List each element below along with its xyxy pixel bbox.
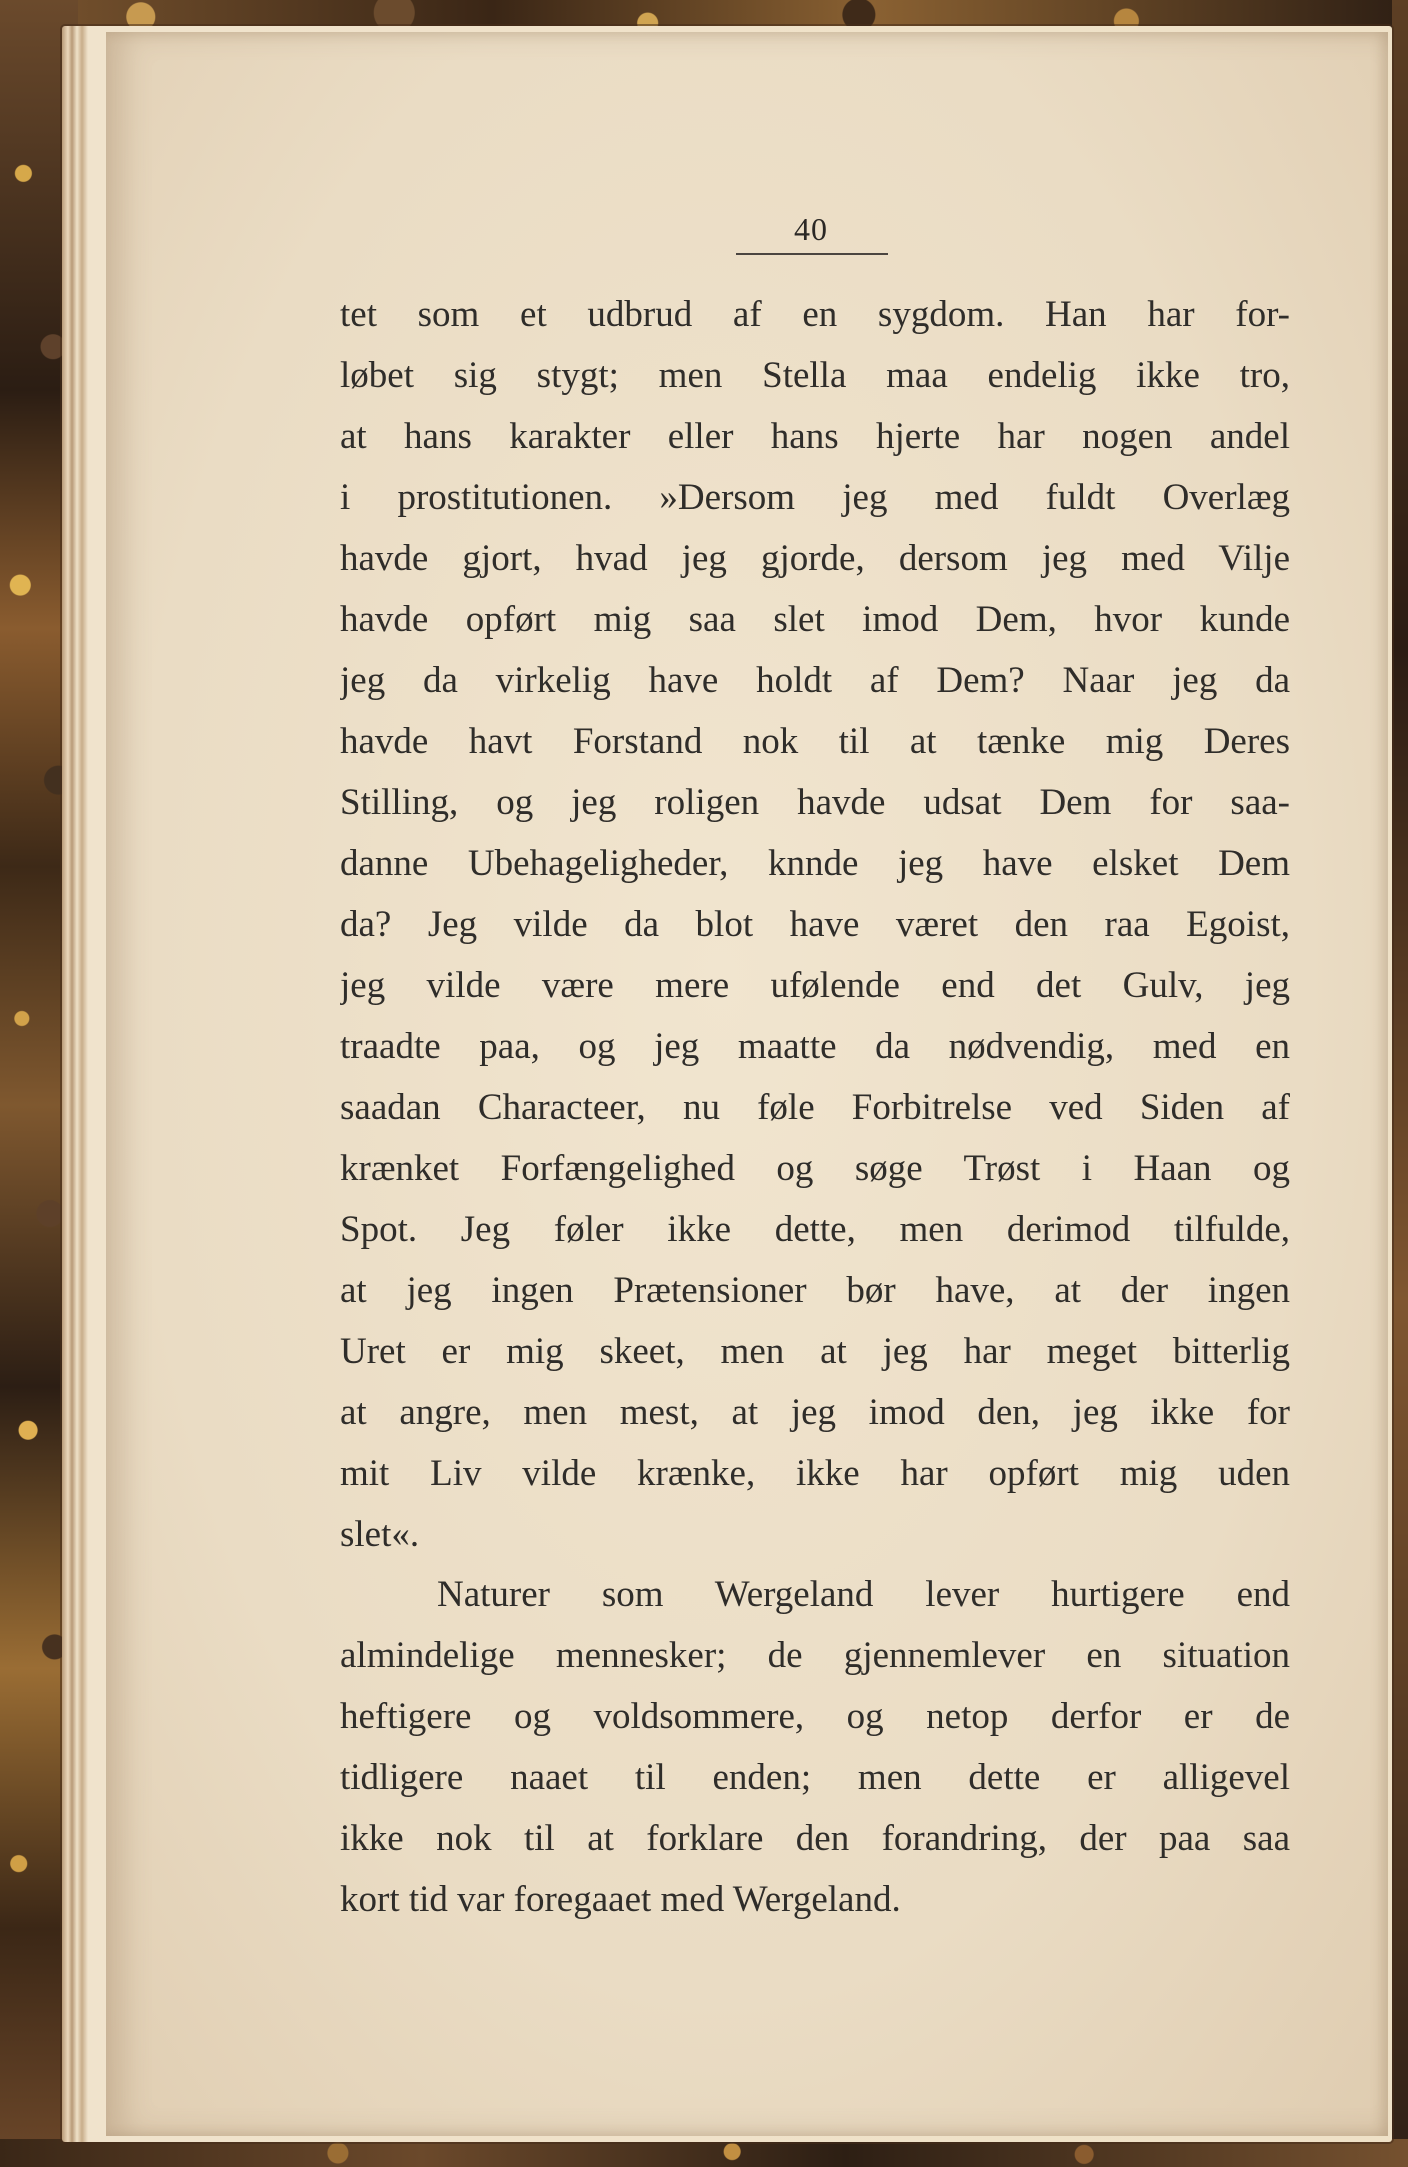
text-line-3: at hans karakter eller hans hjerte har nogen andel: [340, 416, 1290, 457]
text-line-6: havde opført mig saa slet imod Dem, hvor kunde: [340, 599, 1290, 640]
text-line-8: havde havt Forstand nok til at tænke mig Deres: [340, 721, 1290, 762]
text-line-26: ikke nok til at forklare den forandring, der paa saa: [340, 1818, 1290, 1859]
text-line-1: tet som et udbrud af en sygdom. Han har for-: [340, 294, 1290, 335]
text-line-13: traadte paa, og jeg maatte da nødvendig, med en: [340, 1026, 1290, 1067]
text-line-22: Naturer som Wergeland lever hurtigere end: [437, 1574, 1290, 1615]
text-line-10: danne Ubehageligheder, knnde jeg have elsket Dem: [340, 843, 1290, 884]
text-line-5: havde gjort, hvad jeg gjorde, dersom jeg med Vilje: [340, 538, 1290, 579]
text-line-27: kort tid var foregaaet med Wergeland.: [340, 1879, 901, 1920]
text-line-23: almindelige mennesker; de gjennemlever en situation: [340, 1635, 1290, 1676]
marbled-cover-bottom: [0, 2139, 1408, 2167]
text-line-4: i prostitutionen. »Dersom jeg med fuldt Overlæg: [340, 477, 1290, 518]
text-line-18: Uret er mig skeet, men at jeg har meget bitterlig: [340, 1331, 1290, 1372]
text-line-11: da? Jeg vilde da blot have været den raa Egoist,: [340, 904, 1290, 945]
text-line-17: at jeg ingen Prætensioner bør have, at der ingen: [340, 1270, 1290, 1311]
page-number: 40: [794, 211, 828, 247]
text-line-21: slet«.: [340, 1514, 420, 1555]
page-number-rule: [736, 253, 888, 255]
text-line-25: tidligere naaet til enden; men dette er alligevel: [340, 1757, 1290, 1798]
cover-right-edge: [1392, 0, 1408, 2167]
text-line-7: jeg da virkelig have holdt af Dem? Naar jeg da: [340, 660, 1290, 701]
text-line-19: at angre, men mest, at jeg imod den, jeg ikke for: [340, 1392, 1290, 1433]
text-line-12: jeg vilde være mere ufølende end det Gulv, jeg: [340, 965, 1290, 1006]
text-line-14: saadan Characteer, nu føle Forbitrelse ved Siden af: [340, 1087, 1290, 1128]
text-line-15: krænket Forfængelighed og søge Trøst i Haan og: [340, 1148, 1290, 1189]
text-line-2: løbet sig stygt; men Stella maa endelig ikke tro,: [340, 355, 1290, 396]
text-line-16: Spot. Jeg føler ikke dette, men derimod tilfulde,: [340, 1209, 1290, 1250]
text-line-9: Stilling, og jeg roligen havde udsat Dem for saa-: [340, 782, 1290, 823]
text-line-24: heftigere og voldsommere, og netop derfor er de: [340, 1696, 1290, 1737]
text-line-20: mit Liv vilde krænke, ikke har opført mig uden: [340, 1453, 1290, 1494]
